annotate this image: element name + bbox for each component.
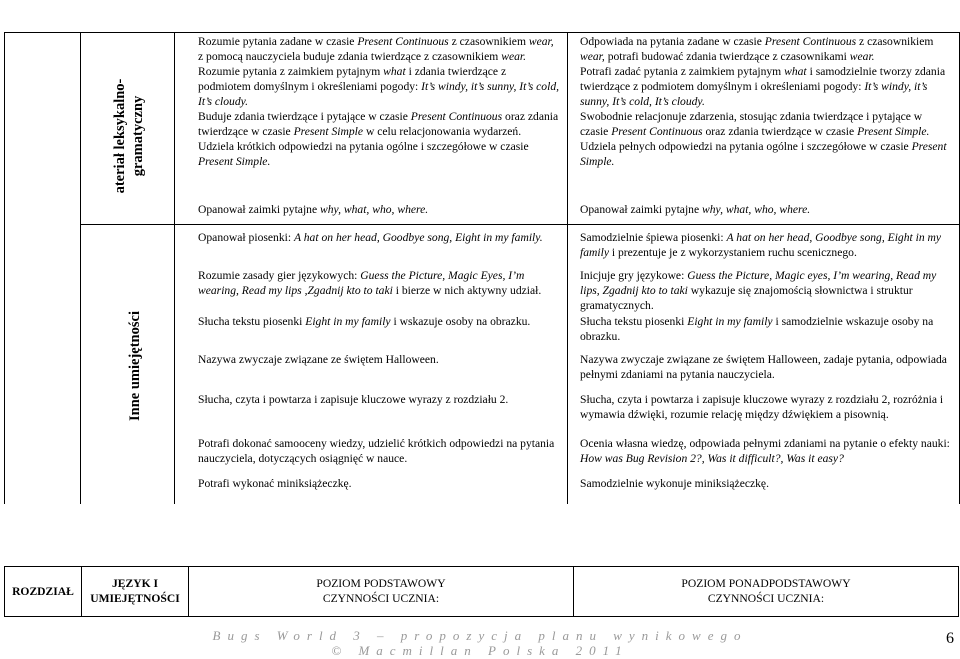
section1-basic-last: Opanował zaimki pytajne why, what, who, where. xyxy=(198,203,429,216)
footer-title: Bugs World 3 – propozycja planu wynikowego xyxy=(212,628,748,643)
s2-basic-row-5: Słucha, czyta i powtarza i zapisuje kluczowe wyrazy z rozdziału 2. xyxy=(198,393,509,406)
page-number: 6 xyxy=(946,630,954,647)
header-chapter: ROZDZIAŁ xyxy=(12,585,74,598)
header-basic-level: POZIOM PODSTAWOWY CZYNNOŚCI UCZNIA: xyxy=(316,577,446,605)
s2-basic-row-4: Nazywa zwyczaje związane ze świętem Halloween. xyxy=(198,353,439,366)
basic-item-2: Rozumie pytania z zaimkiem pytajnym what i zdania twierdzące z podmiotem domyślnym i określeniami pogody: It’s windy, it’s sunny, It’s cold, It’s cloudy. xyxy=(198,65,560,108)
advanced-item-1: Odpowiada na pytania zadane w czasie Present Continuous z czasownikiem wear, potrafi budować zdania twierdzące z czasownikami wear. xyxy=(580,35,934,63)
section1-basic xyxy=(198,34,560,169)
advanced-item-3: Swobodnie relacjonuje zdarzenia, stosując zdania twierdzące i pytające w czasie Present Continuous oraz zdania twierdzące w czasie Present Simple. xyxy=(580,110,930,138)
section1-advanced xyxy=(580,34,952,169)
s2-adv-row-6: Ocenia własna wiedzę, odpowiada pełnymi zdaniami na pytanie o efekty nauki: How was Bug Revision 2?, Was it difficult?, Was it easy? xyxy=(580,437,950,465)
section1-label: ateriał leksykalno- gramatyczny xyxy=(112,78,146,194)
footer-copyright: © Macmillan Polska 2011 xyxy=(331,643,629,658)
s2-basic-row-7: Potrafi wykonać miniksiążeczkę. xyxy=(198,477,352,490)
basic-item-4: Udziela krótkich odpowiedzi na pytania ogólne i szczegółowe w czasie Present Simple. xyxy=(198,140,529,168)
s2-basic-row-1: Opanował piosenki: A hat on her head, Goodbye song, Eight in my family. xyxy=(198,231,543,244)
basic-item-3: Buduje zdania twierdzące i pytające w czasie Present Continuous oraz zdania twierdzące w czasie Present Simple w celu relacjonowania wydarzeń. xyxy=(198,110,559,138)
s2-adv-row-1: Samodzielnie śpiewa piosenki: A hat on her head, Goodbye song, Eight in my family i prezentuje je z wykorzystaniem ruchu scenicznego. xyxy=(580,231,942,259)
section1-advanced-last: Opanował zaimki pytajne why, what, who, where. xyxy=(580,203,811,216)
header-advanced-level: POZIOM PONADPODSTAWOWY CZYNNOŚCI UCZNIA: xyxy=(681,577,851,605)
s2-basic-row-2: Rozumie zasady gier językowych: Guess the Picture, Magic Eyes, I’m wearing, Read my lips ,Zgadnij kto to taki i bierze w nich aktywny udział. xyxy=(198,269,542,297)
s2-adv-row-4: Nazywa zwyczaje związane ze świętem Halloween, zadaje pytania, odpowiada pełnymi zdaniami na pytania nauczyciela. xyxy=(580,353,947,381)
basic-item-1: Rozumie pytania zadane w czasie Present Continuous z czasownikiem wear, z pomocą nauczyciela buduje zdania twierdzące z czasownikiem wear. xyxy=(198,35,554,63)
s2-basic-row-6: Potrafi dokonać samooceny wiedzy, udzielić krótkich odpowiedzi na pytania nauczyciela, dotyczących osiągnięć w nauce. xyxy=(198,437,555,465)
s2-adv-row-2: Inicjuje gry językowe: Guess the Picture, Magic eyes, I’m wearing, Read my lips, Zgadnij kto to taki wykazuje się znajomością słownictwa i struktur gramatycznych. xyxy=(580,269,937,312)
s2-basic-row-3: Słucha tekstu piosenki Eight in my family i wskazuje osoby na obrazku. xyxy=(198,315,531,328)
s2-adv-row-7: Samodzielnie wykonuje miniksiążeczkę. xyxy=(580,477,769,490)
section2-label: Inne umiejętności xyxy=(127,311,143,421)
s2-adv-row-3: Słucha tekstu piosenki Eight in my family i samodzielnie wskazuje osoby na obrazku. xyxy=(580,315,934,343)
header-language: JĘZYK I UMIEJĘTNOŚCI xyxy=(90,577,180,605)
s2-adv-row-5: Słucha, czyta i powtarza i zapisuje kluczowe wyrazy z rozdziału 2, rozróżnia i wymawia dźwięki, rozumie relację między dźwiękiem a pisownią. xyxy=(580,393,944,421)
advanced-item-2: Potrafi zadać pytania z zaimkiem pytajnym what i samodzielnie tworzy zdania twierdzące z podmiotem domyślnym i określeniami pogody: It’s windy, it’s sunny, It’s cold, It’s cloudy. xyxy=(580,65,946,108)
advanced-item-4: Udziela pełnych odpowiedzi na pytania ogólne i szczegółowe w czasie Present Simple. xyxy=(580,140,947,168)
